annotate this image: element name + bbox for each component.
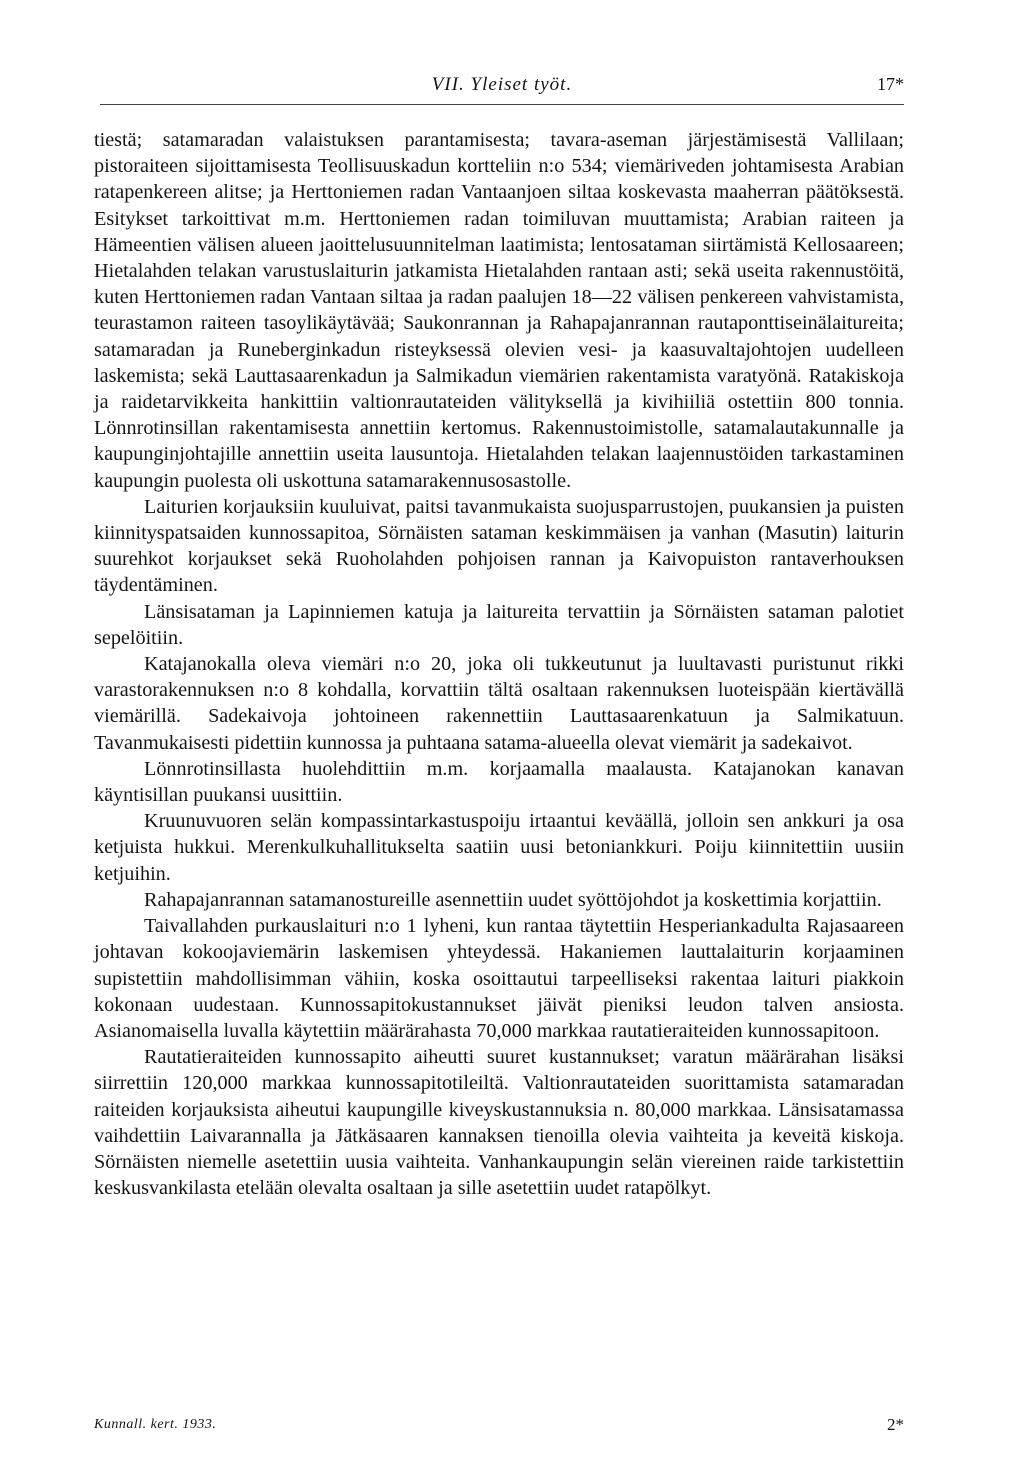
paragraph: Rahapajanrannan satamanostureille asennettiin uudet syöttöjohdot ja koskettimia korjattiin.	[144, 888, 882, 911]
chapter-title: VII. Yleiset työt.	[431, 74, 573, 95]
paragraph: Taivallahden purkauslaituri n:o 1 lyheni, kun rantaa täytettiin Hesperiankadulta Rajasaareen johtavan kokoojaviemärin laskemisen yhteydessä. Hakaniemen lauttalaiturin korjaaminen supistettiin mahdollisimman vähiin, koska osoittautui tarpeelliseksi rakentaa laituri piakkoin kokonaan uudestaan. Kunnossapitokustannukset jäivät pieniksi leudon talven ansiosta. Asianomaisella luvalla käytettiin määrärahasta 70,000 markkaa rautatieraiteiden kunnossapitoon.	[94, 915, 904, 1042]
page-number: 17*	[877, 74, 904, 94]
paragraph: Länsisataman ja Lapinniemen katuja ja laitureita tervattiin ja Sörnäisten sataman palotiet sepelöitiin.	[94, 600, 904, 649]
page-footer	[94, 1415, 904, 1439]
paragraph: Laiturien korjauksiin kuuluivat, paitsi tavanmukaista suojusparrustojen, puukansien ja puisten kiinnityspatsaiden kunnossapitoa, Sörnäisten sataman keskimmäisen ja vanhan (Masutin) laiturin suurehkot korjaukset sekä Ruoholahden pohjoisen rannan ja Kaivopuiston rantaverhouksen täydentäminen.	[94, 495, 904, 597]
document-page	[94, 70, 904, 1460]
running-header	[100, 70, 904, 105]
body-text	[94, 127, 904, 1201]
paragraph: tiestä; satamaradan valaistuksen parantamisesta; tavara-aseman järjestämisestä Vallilaan; pistoraiteen sijoittamisesta Teollisuuskadun kortteliin n:o 534; viemäriveden johtamisesta Arabian ratapenkereen alitse; ja Herttoniemen radan Vantaanjoen siltaa koskevasta maaherran päätöksestä. Esitykset tarkoittivat m.m. Herttoniemen radan toimiluvan muuttamista; Arabian raiteen ja Hämeentien välisen alueen jaoittelusuunnitelman laatimista; lentosataman siirtämistä Kellosaareen; Hietalahden telakan varustuslaiturin jatkamista Hietalahden rantaan asti; sekä useita rakennustöitä, kuten Herttoniemen radan Vantaan siltaa ja radan paalujen 18—22 välisen penkereen vahvistamista, teurastamon raiteen tasoylikäytävää; Saukonrannan ja Rahapajanrannan rautaponttiseinälaitureita; satamaradan ja Runeberginkadun risteyksessä olevien vesi- ja kaasuvaltajohtojen uudelleen laskemista; sekä Lauttasaarenkadun ja Salmikadun viemärien rakentamista varatyönä. Ratakiskoja ja raidetarvikkeita hankittiin valtionrautateiden välityksellä ja kivihiiliä ostettiin 800 tonnia. Lönnrotinsillan rakentamisesta annettiin kertomus. Rakennustoimistolle, satamalautakunnalle ja kaupunginjohtajille annettiin useita lausuntoja. Hietalahden telakan laajennustöiden tarkastaminen kaupungin puolesta oli uskottuna satamarakennusosastolle.	[94, 129, 904, 492]
paragraph: Lönnrotinsillasta huolehdittiin m.m. korjaamalla maalausta. Katajanokan kanavan käyntisillan puukansi uusittiin.	[94, 757, 904, 807]
footer-source: Kunnall. kert. 1933.	[94, 1417, 217, 1432]
paragraph: Rautatieraiteiden kunnossapito aiheutti suuret kustannukset; varatun määrärahan lisäksi siirrettiin 120,000 markkaa kunnossapitotileiltä. Valtionrautateiden suorittamista satamaradan raiteiden korjauksista aiheutui kaupungille kiveyskustannuksia n. 80,000 markkaa. Länsisatamassa vaihdettiin Laivarannalla ja Jätkäsaaren kannaksen tienoilla olevia vaihteita ja keveitä kiskoja. Sörnäisten niemelle asetettiin uusia vaihteita. Vanhankaupungin selän viereinen raide tarkistettiin keskusvankilasta etelään olevalta osaltaan ja sille asetettiin uudet ratapölkyt.	[94, 1046, 904, 1200]
paragraph: Kruunuvuoren selän kompassintarkastuspoiju irtaantui keväällä, jolloin sen ankkuri ja osa ketjuista hukkui. Merenkulkuhallitukselta saatiin uusi betoniankkuri. Poiju kiinnitettiin uusiin ketjuihin.	[94, 810, 904, 885]
footer-signature-mark: 2*	[887, 1415, 904, 1434]
paragraph: Katajanokalla oleva viemäri n:o 20, joka oli tukkeutunut ja luultavasti puristunut rikki varastorakennuksen n:o 8 kohdalla, korvattiin tältä osaltaan rakennuksen luoteispään kiertävällä viemärillä. Sadekaivoja johtoineen rakennettiin Lauttasaarenkatuun ja Salmikatuun. Tavanmukaisesti pidettiin kunnossa ja puhtaana satama-alueella olevat viemärit ja sadekaivot.	[94, 653, 904, 754]
